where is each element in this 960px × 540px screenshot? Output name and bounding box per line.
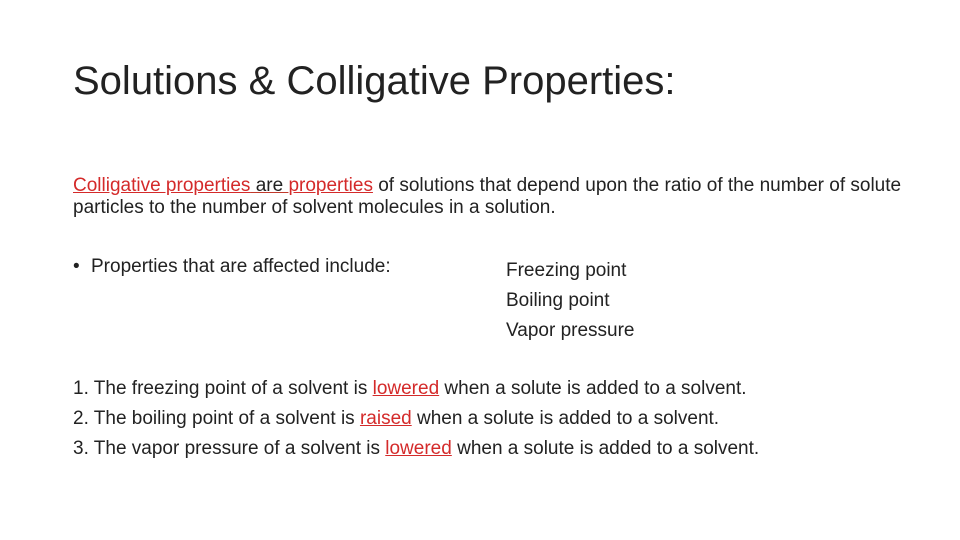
- term-colligative-properties: Colligative properties: [73, 175, 251, 196]
- intro-word-are: are: [250, 175, 289, 196]
- colligative-facts-list: [73, 374, 759, 464]
- bullet-icon: •: [73, 256, 80, 277]
- fact-key-lowered: lowered: [372, 378, 440, 399]
- list-item-freezing-point: Freezing point: [506, 260, 627, 281]
- bullet-item: [73, 256, 391, 278]
- intro-rest: of solutions that depend upon the ratio of the number of solute particles to the number of solvent molecules in a solution.: [73, 175, 902, 218]
- slide-title: Solutions & Colligative Properties:: [73, 59, 676, 103]
- fact-text-before: 2. The boiling point of a solvent is: [73, 408, 360, 429]
- term-properties: properties: [288, 175, 373, 196]
- fact-text-before: 1. The freezing point of a solvent is: [73, 378, 373, 399]
- bullet-text: Properties that are affected include:: [91, 256, 391, 277]
- list-item-vapor-pressure: Vapor pressure: [506, 320, 635, 341]
- fact-text-after: when a solute is added to a solvent.: [411, 408, 720, 429]
- intro-paragraph: [73, 175, 903, 219]
- affected-properties-list: [506, 256, 635, 346]
- fact-freezing-point: [73, 374, 759, 404]
- fact-vapor-pressure: [73, 434, 759, 464]
- list-item-boiling-point: Boiling point: [506, 290, 610, 311]
- fact-boiling-point: [73, 404, 759, 434]
- fact-text-before: 3. The vapor pressure of a solvent is: [73, 438, 386, 459]
- fact-key-raised: raised: [359, 408, 412, 429]
- fact-text-after: when a solute is added to a solvent.: [451, 438, 760, 459]
- fact-key-lowered: lowered: [385, 438, 452, 459]
- fact-text-after: when a solute is added to a solvent.: [439, 378, 747, 399]
